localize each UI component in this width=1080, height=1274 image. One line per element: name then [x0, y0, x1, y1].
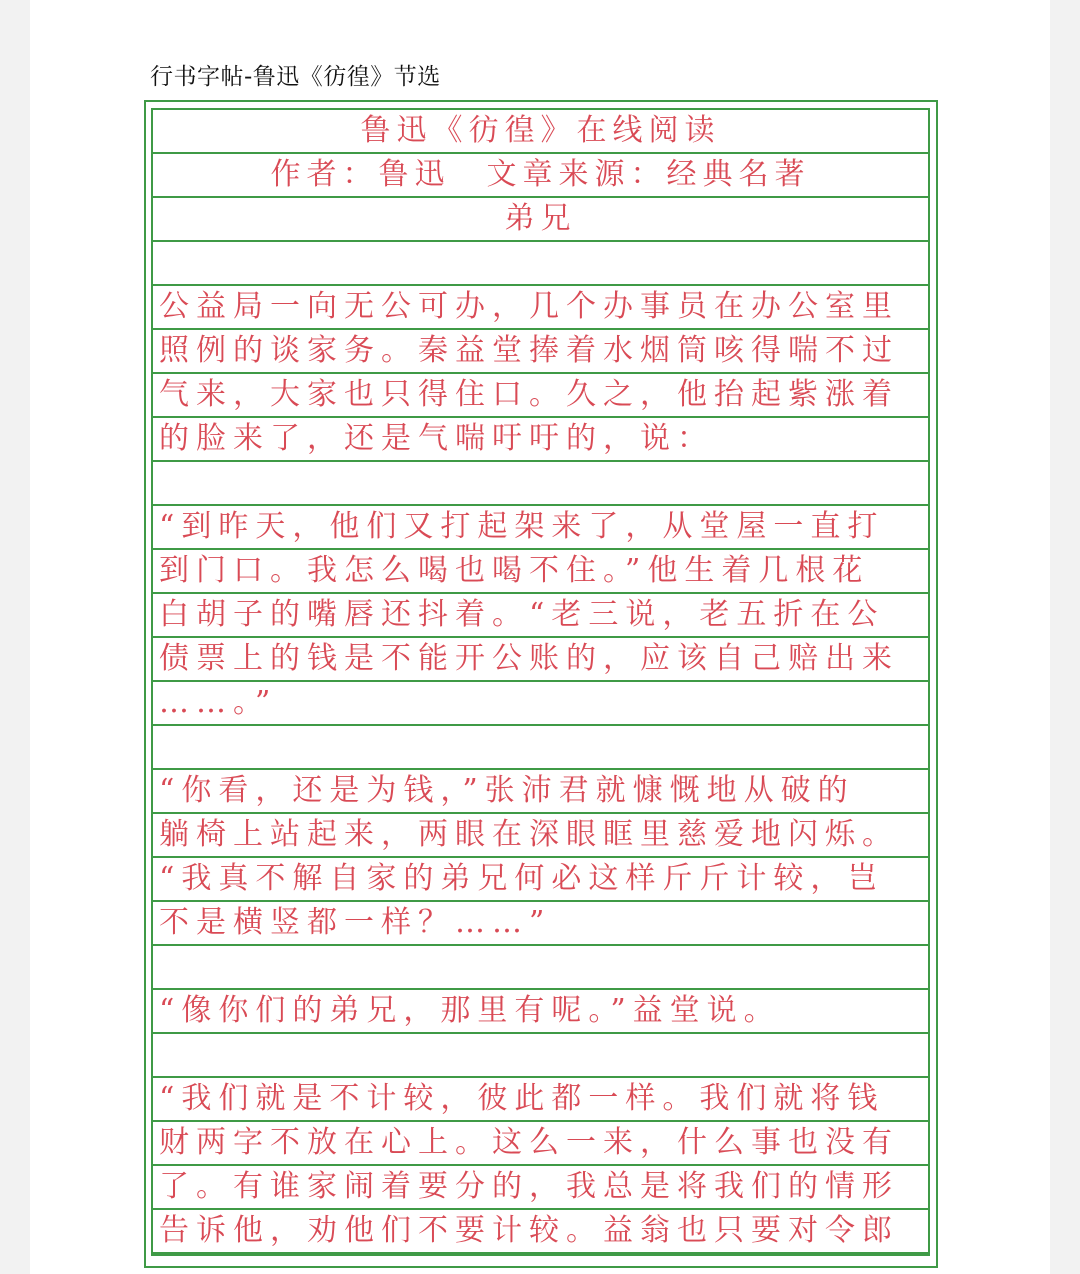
text-line — [153, 550, 928, 594]
text-line — [153, 1034, 928, 1078]
header-author-row — [153, 154, 928, 198]
text-line — [153, 330, 928, 374]
header-title-row — [153, 110, 928, 154]
text-line — [153, 990, 928, 1034]
line-text — [159, 726, 922, 768]
text-line — [153, 594, 928, 638]
line-text: “我真不解自家的弟兄何必这样斤斤计较，岂 — [159, 861, 885, 896]
line-text: 财两字不放在心上。这么一来，什么事也没有 — [159, 1125, 899, 1160]
line-text: 了。有谁家闹着要分的，我总是将我们的情形 — [159, 1169, 899, 1204]
line-text: “到昨天，他们又打起架来了，从堂屋一直打 — [159, 509, 885, 544]
text-line — [153, 374, 928, 418]
text-line — [153, 814, 928, 858]
line-text: 躺椅上站起来，两眼在深眼眶里慈爱地闪烁。 — [159, 817, 899, 852]
text-line — [153, 770, 928, 814]
text-line — [153, 682, 928, 726]
line-text — [159, 462, 922, 504]
line-text: 照例的谈家务。秦益堂捧着水烟筒咳得喘不过 — [159, 333, 899, 368]
text-line — [153, 462, 928, 506]
line-text: “你看，还是为钱，”张沛君就慷慨地从破的 — [159, 773, 855, 808]
line-text — [159, 1034, 922, 1076]
text-line — [153, 1122, 928, 1166]
line-text: 到门口。我怎么喝也喝不住。”他生着几根花 — [159, 553, 870, 588]
line-text: 公益局一向无公可办，几个办事员在办公室里 — [159, 289, 899, 324]
chapter-row — [153, 198, 928, 242]
line-text: ……。” — [159, 685, 278, 720]
line-text: 债票上的钱是不能开公账的，应该自己赔出来 — [159, 641, 899, 676]
text-line — [153, 1078, 928, 1122]
line-text: 告诉他，劝他们不要计较。益翁也只要对令郎 — [159, 1213, 899, 1248]
line-text: “像你们的弟兄，那里有呢。”益堂说。 — [159, 993, 781, 1028]
text-line — [153, 726, 928, 770]
line-text — [159, 946, 922, 988]
line-text: “我们就是不计较，彼此都一样。我们就将钱 — [159, 1081, 885, 1116]
text-line — [153, 902, 928, 946]
page-title: 行书字帖-鲁迅《彷徨》节选 — [150, 64, 441, 90]
text-line — [153, 1166, 928, 1210]
author-source: 作者：鲁迅 文章来源：经典名著 — [270, 157, 811, 192]
chapter-title: 弟兄 — [504, 201, 577, 236]
line-text — [159, 242, 922, 284]
text-line — [153, 638, 928, 682]
text-line — [153, 946, 928, 990]
text-line — [153, 286, 928, 330]
text-line — [153, 242, 928, 286]
line-text: 不是横竖都一样？……” — [159, 905, 552, 940]
line-text: 的脸来了，还是气喘吁吁的，说： — [159, 421, 714, 456]
text-line — [153, 1210, 928, 1254]
line-text: 白胡子的嘴唇还抖着。“老三说，老五折在公 — [159, 597, 885, 632]
text-line — [153, 418, 928, 462]
text-line — [153, 858, 928, 902]
writing-grid — [153, 110, 928, 1254]
text-line — [153, 506, 928, 550]
line-text: 气来，大家也只得住口。久之，他抬起紫涨着 — [159, 377, 899, 412]
book-title: 鲁迅《彷徨》在线阅读 — [360, 113, 721, 148]
